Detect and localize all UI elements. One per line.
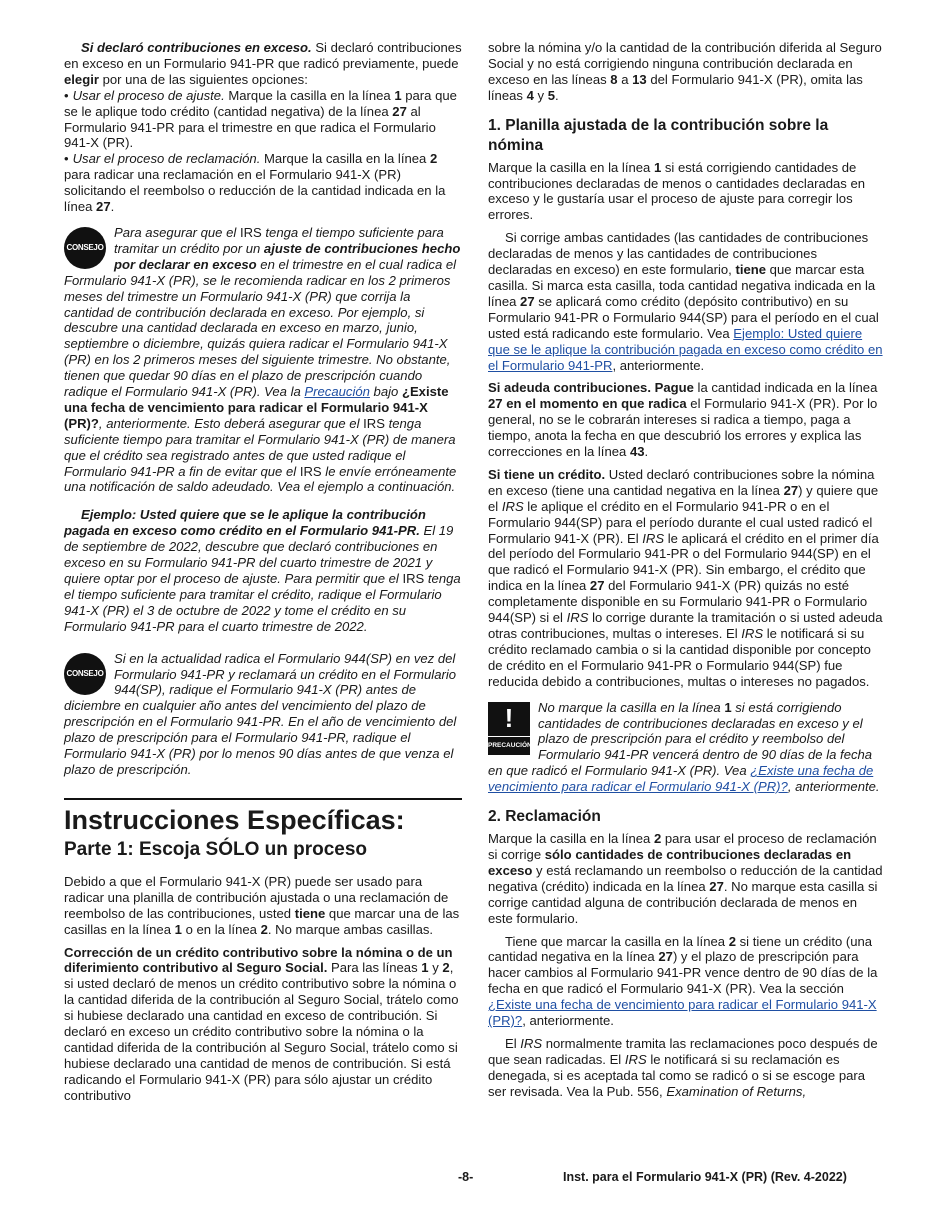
payroll-credit-correction: Corrección de un crédito contributivo sobre la nómina o de un diferimiento contributivo al Seguro Social. Para las líneas 1 y 2, si usted declaró de menos un crédito contributivo sobre la nómina o la cantidad diferida de la contribución al Seguro Social, trátelo como si hubiese declarado una cantidad en exceso de contribución. Si declaró en exceso un crédito contributivo sobre la nómina o la cantidad diferida de la contribución al Seguro Social, trátelo como si hubiese declarado una cantidad de menos de contribución. Si está radicando el Formulario 941-X (PR) para sólo ajustar un crédito contributivo	[64, 944, 459, 1103]
tip-note-2: CONSEJO Si en la actualidad radica el Formulario 944(SP) en vez del Formulario 941-PR y reclamará un crédito en el Formulario 944(SP), radique el Formulario 941-X (PR) antes de diciembre en cualquier año antes del vencimiento del plazo de prescripción en el Formulario 941-PR. En el año de vencimiento del plazo de prescripción para el Formulario 941-PR, radique el Formulario 941-X (PR) por lo menos 90 días antes de que venza el plazo de prescripción.	[64, 650, 457, 777]
credit-paragraph: Si tiene un crédito. Usted declaró contribuciones sobre la nómina en exceso (tiene una cantidad negativa en la línea 27) y quiere que el IRS le aplique el crédito en el Formulario 941-PR o en el Formulario 944(SP) para el período durante el cual usted radicó el Formulario 941-X (PR). El IRS le aplicará el crédito en el primer día del período del Formulario 941-PR o del Formulario 944(SP) en el que radicó el Formulario 941-X (PR). Sin embargo, el crédito que indica en la línea 27 del Formulario 941-X (PR) quizás no esté completamente disponible en su Formulario 941-PR o Formulario 944(SP) si el IRS lo corrige durante la tramitación o si usted adeuda otras contribuciones, multas o intereses. El IRS le notificará si su crédito reclamado cambia o si la cantidad disponible por concepto de crédito en el Formulario 941-PR o Formulario 944(SP) fue reducida debido a contribuciones, multas o intereses no pagados.	[488, 466, 883, 689]
adjusted-return-paragraph: Marque la casilla en la línea 1 si está corrigiendo cantidades de contribuciones declaradas de menos o cantidades declaradas en exceso y le gustaría usar el proceso de ajuste para corregir los errores.	[488, 159, 866, 223]
claim-bullet: • Usar el proceso de reclamación. Marque la casilla en la línea 2 para radicar una reclamación en el Formulario 941-X (PR) solicitando el reembolso o reducción de la cantidad indicada en la línea 27.	[64, 151, 446, 215]
adjustment-bullet: • Usar el proceso de ajuste. Marque la casilla en la línea 1 para que se le aplique todo crédito (cantidad negativa) de la línea 27 al Formulario 941-PR para el trimestre en que radica el Formulario 941-X (PR).	[64, 87, 457, 151]
owe-tax-paragraph: Si adeuda contribuciones. Pague la cantidad indicada en la línea 27 en el momento en que radica el Formulario 941-X (PR). Por lo general, no se le cobrarán intereses si radica a tiempo, paga a tiempo, anota la fecha en que descubrió los errores y explica las correcciones en la línea 43.	[488, 380, 878, 460]
part1-intro: Debido a que el Formulario 941-X (PR) puede ser usado para radicar una planilla de contribución ajustada o una reclamación de reembolso de las contribuciones, usted tiene que marcar una de las casillas en la línea 1 o en la línea 2. No marque ambas casillas.	[64, 873, 460, 937]
caution-note: ! PRECAUCIÓN No marque la casilla en la línea 1 si está corrigiendo cantidades de contribuciones declaradas en exceso y el plazo de prescripción para el crédito y reembolso del Formulario 941-PR vencerá dentro de 90 días de la fecha en que radicó el Formulario 941-X (PR). Vea ¿Existe una fecha de vencimiento para radicar el Formulario 941-X (PR)?, anteriormente.	[488, 699, 880, 795]
page-number: -8-	[458, 1170, 474, 1184]
due-date-link[interactable]: ¿Existe una fecha de vencimiento para radicar el Formulario 941-X (PR)?	[488, 763, 874, 795]
overreported-paragraph: Si declaró contribuciones en exceso. Si declaró contribuciones en exceso en un Formulario 941-PR que radicó previamente, puede elegir por una de las siguientes opciones:	[64, 40, 462, 87]
due-date-link-2[interactable]: ¿Existe una fecha de vencimiento para radicar el Formulario 941-X (PR)?	[488, 997, 877, 1029]
right-column	[488, 40, 884, 1107]
example-link[interactable]: Ejemplo: Usted quiere que se le aplique la contribución pagada en exceso como crédito en el Formulario 941-PR	[488, 325, 883, 373]
continuation-paragraph: sobre la nómina y/o la cantidad de la contribución diferida al Seguro Social y no está corrigiendo ninguna contribución declarada en exceso en las líneas 8 a 13 del Formulario 941-X (PR), omita las líneas 4 y 5.	[488, 40, 882, 103]
adjusted-return-heading: 1. Planilla ajustada de la contribución sobre la nómina	[488, 116, 829, 154]
part1-heading: Parte 1: Escoja SÓLO un proceso	[64, 838, 368, 860]
left-column	[64, 40, 462, 1111]
caution-icon: ! PRECAUCIÓN	[488, 702, 530, 746]
example-paragraph: Ejemplo: Usted quiere que se le aplique la contribución pagada en exceso como crédito en el Formulario 941-PR. El 19 de septiembre de 2022, descubre que declaró contribuciones en exceso en su Formulario 941-PR del cuarto trimestre de 2021 y quiere optar por el proceso de ajuste. Para permitir que el IRS tenga el tiempo suficiente para tramitar el crédito, radique el Formulario 941-X (PR) el 3 de octubre de 2022 y tome el crédito en su Formulario 941-PR para el cuarto trimestre de 2022.	[64, 507, 461, 634]
tip-icon: CONSEJO	[64, 227, 106, 269]
footer-title: Inst. para el Formulario 941-X (PR) (Rev. 4-2022)	[563, 1170, 847, 1184]
irs-processing-paragraph: El IRS normalmente tramita las reclamaciones poco después de que sean radicadas. El IRS le notificará si su reclamación es denegada, si es aceptada tal como se radicó o si se escoge para ser revisada. Vea la Pub. 556, Examination of Returns,	[488, 1035, 878, 1099]
section-rule	[64, 798, 462, 800]
claim-paragraph: Marque la casilla en la línea 2 para usar el proceso de reclamación si corrige sólo cantidades de contribuciones declaradas en exceso y está reclamando un reembolso o reducción de la cantidad negativa (crédito) indicada en la línea 27. No marque esta casilla si corrige cantidad alguna de contribución declarada de menos en este formulario.	[488, 831, 883, 926]
tip-icon: CONSEJO	[64, 653, 106, 695]
claim-heading: 2. Reclamación	[488, 808, 601, 826]
specific-instructions-heading: Instrucciones Específicas:	[64, 804, 405, 835]
caution-link[interactable]: Precaución	[304, 384, 370, 400]
both-amounts-paragraph: Si corrige ambas cantidades (las cantidades de contribuciones declaradas de menos y las cantidades de contribuciones declaradas en exceso) en este formulario, tiene que marcar esta casilla. Si marca esta casilla, toda cantidad negativa indicada en la línea 27 se aplicará como crédito (depósito contributivo) en su Formulario 941-PR o Formulario 944(SP) para el período en el cual usted está radicando este formulario. Vea Ejemplo: Usted quiere que se le aplique la contribución pagada en exceso como crédito en el Formulario 941-PR, anteriormente.	[488, 230, 883, 373]
tip-note-1: CONSEJO Para asegurar que el IRS tenga el tiempo suficiente para tramitar un crédito por un ajuste de contribuciones hecho por declarar en exceso en el trimestre en el cual radica el Formulario 941-X (PR), se le recomienda radicar en los 2 primeros meses del trimestre un Formulario 941-X (PR) que corrija la cantidad de contribución declarada en exceso. Por ejemplo, si descubre una cantidad declarada en exceso en marzo, junio, septiembre o diciembre, quizás quiera radicar el Formulario 941-X (PR) en los 2 primeros meses del siguiente trimestre. No obstante, tienen que quedar 90 días en el plazo de prescripción cuando radique el Formulario 941-X (PR). Vea la Precaución bajo ¿Existe una fecha de vencimiento para radicar el Formulario 941-X (PR)?, anteriormente. Esto deberá asegurar que el IRS tenga suficiente tiempo para tramitar el Formulario 941-X (PR) de manera que el crédito sea registrado antes de que usted radique el Formulario 941-PR a fin de evitar que el IRS le envíe erróneamente una notificación de saldo adeudado. Vea el ejemplo a continuación.	[64, 224, 461, 495]
must-check-paragraph: Tiene que marcar la casilla en la línea 2 si tiene un crédito (una cantidad negativa en la línea 27) y el plazo de prescripción para hacer cambios al Formulario 941-PR vence dentro de 90 días de la fecha en que radicó el Formulario 941-X (PR). Vea la sección ¿Existe una fecha de vencimiento para radicar el Formulario 941-X (PR)?, anteriormente.	[488, 933, 878, 1029]
